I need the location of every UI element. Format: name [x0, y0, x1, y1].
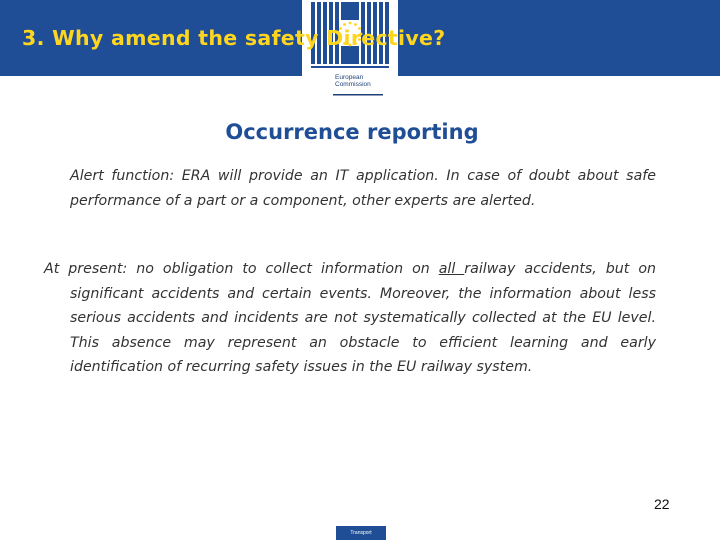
- logo-text: [335, 74, 371, 88]
- slide-title: 3. Why amend the safety Directive?: [22, 26, 446, 50]
- underlined-word: all: [438, 261, 465, 277]
- present-situation-paragraph: [44, 257, 656, 380]
- logo-line-1: European: [335, 74, 364, 81]
- section-subtitle: Occurrence reporting: [225, 120, 479, 144]
- logo-line-2: Commission: [335, 81, 371, 88]
- european-commission-logo: [302, 0, 398, 102]
- paragraph-text-start: At present: no obligation to collect information on: [44, 261, 439, 277]
- transport-badge: Transport: [336, 526, 386, 540]
- paragraph-text-end: railway accidents, but on significant accidents and certain events. Moreover, the information about less serious accidents and incidents are not systematically collected at the EU level. This absence may represent an obstacle to efficient learning and early identification of recurring safety issues in the EU railway system.: [70, 261, 656, 375]
- alert-function-paragraph: Alert function: ERA will provide an IT application. In case of doubt about safe performance of a part or a component, other experts are alerted.: [70, 168, 656, 209]
- page-number: 22: [654, 496, 670, 512]
